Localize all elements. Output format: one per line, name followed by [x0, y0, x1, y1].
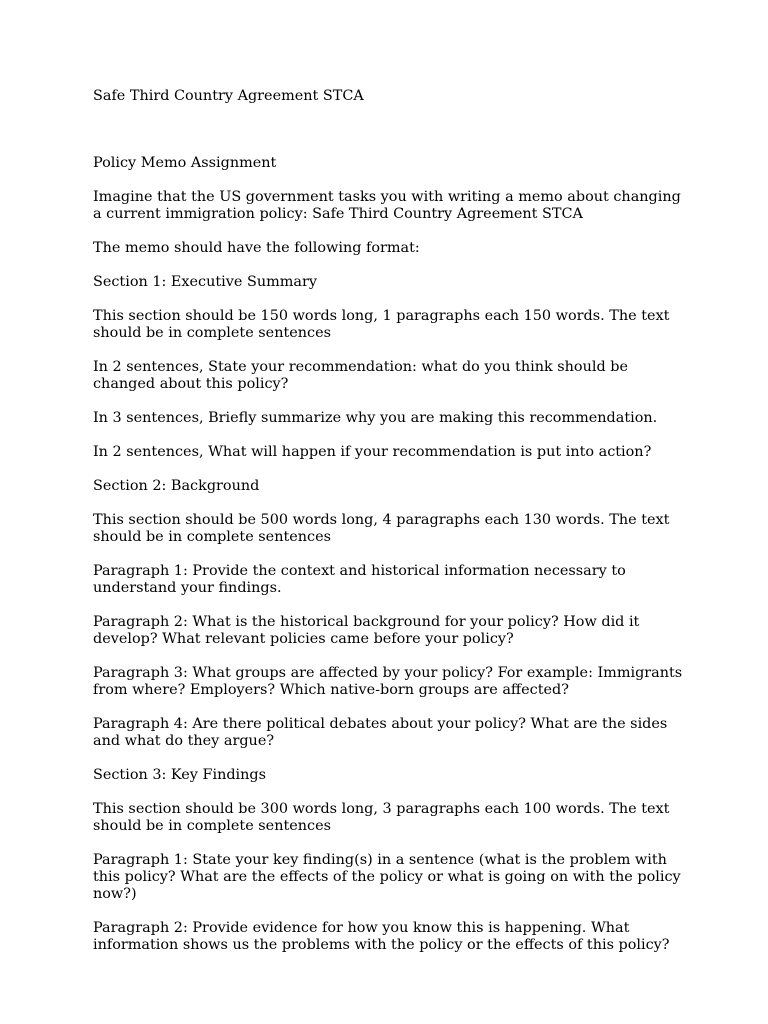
- section-3-heading: Section 3: Key Findings: [93, 767, 267, 783]
- section-2-length-note: This section should be 500 words long, 4 paragraphs each 130 words. The text should be in complete sentences: [93, 512, 670, 545]
- section-2-paragraph-3: Paragraph 3: What groups are affected by your policy? For example: Immigrants from where? Employers? Which native-born groups are affected?: [93, 665, 683, 698]
- section-1-item-recommendation: In 2 sentences, State your recommendation: what do you think should be changed about this policy?: [93, 359, 628, 392]
- section-2-paragraph-2: Paragraph 2: What is the historical background for your policy? How did it develop? What relevant policies came before your policy?: [93, 614, 640, 647]
- assignment-heading: Policy Memo Assignment: [93, 155, 277, 171]
- section-1-length-note: This section should be 150 words long, 1 paragraphs each 150 words. The text should be in complete sentences: [93, 308, 670, 341]
- section-3-paragraph-2: Paragraph 2: Provide evidence for how you know this is happening. What information shows us the problems with the policy or the effects of this policy?: [93, 920, 670, 953]
- section-1-item-outcome: In 2 sentences, What will happen if your recommendation is put into action?: [93, 444, 652, 460]
- section-2-heading: Section 2: Background: [93, 478, 260, 494]
- document-body: [93, 88, 683, 971]
- section-1-heading: Section 1: Executive Summary: [93, 274, 317, 290]
- document-title: Safe Third Country Agreement STCA: [93, 88, 364, 104]
- section-1-item-summary: In 3 sentences, Briefly summarize why you are making this recommendation.: [93, 410, 658, 426]
- section-2-paragraph-1: Paragraph 1: Provide the context and historical information necessary to understand your findings.: [93, 563, 626, 596]
- intro-paragraph: Imagine that the US government tasks you with writing a memo about changing a current immigration policy: Safe Third Country Agreement STCA: [93, 189, 681, 222]
- section-3-length-note: This section should be 300 words long, 3 paragraphs each 100 words. The text should be in complete sentences: [93, 801, 670, 834]
- format-intro: The memo should have the following format:: [93, 240, 420, 256]
- section-2-paragraph-4: Paragraph 4: Are there political debates about your policy? What are the sides and what do they argue?: [93, 716, 668, 749]
- section-3-paragraph-1: Paragraph 1: State your key finding(s) in a sentence (what is the problem with this policy? What are the effects of the policy or what is going on with the policy now?): [93, 852, 681, 902]
